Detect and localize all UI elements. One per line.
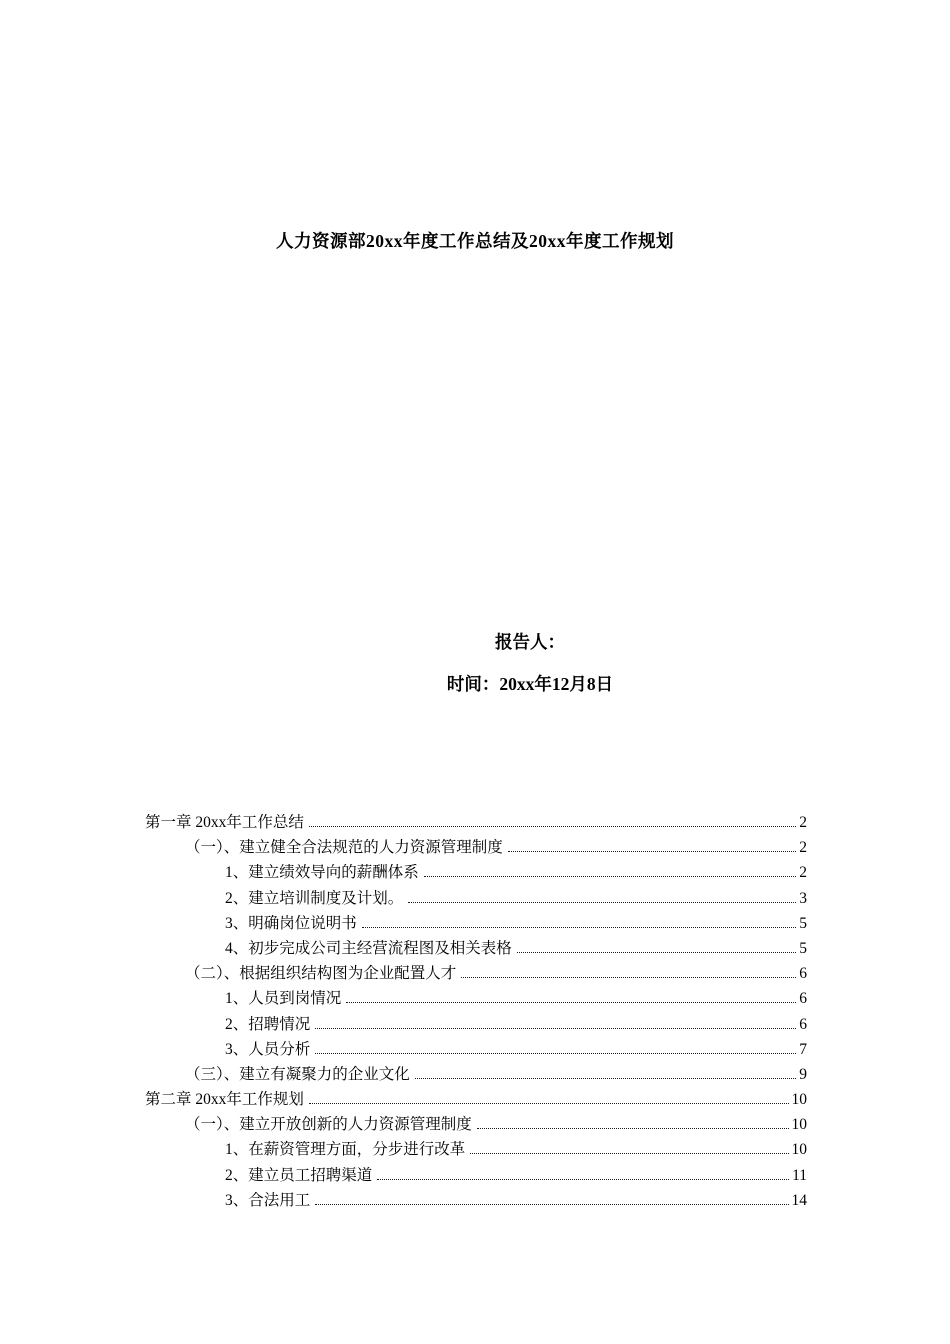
- toc-entry-label: 第二章 20xx年工作规划: [145, 1091, 304, 1109]
- toc-entry-label: （三）、建立有凝聚力的企业文化: [185, 1065, 410, 1083]
- toc-dotted-leader: [362, 926, 796, 928]
- toc-entry: [145, 860, 807, 885]
- toc-entry-label: （一）、建立开放创新的人力资源管理制度: [185, 1116, 472, 1134]
- toc-entry-label: 2、招聘情况: [225, 1015, 311, 1033]
- toc-entry-label: 4、初步完成公司主经营流程图及相关表格: [225, 939, 512, 957]
- toc-page-number: 7: [799, 1040, 807, 1058]
- byline-block: [55, 630, 950, 714]
- toc-entry-label: 1、建立绩效导向的薪酬体系: [225, 864, 419, 882]
- table-of-contents: [145, 810, 807, 1213]
- toc-dotted-leader: [470, 1152, 788, 1154]
- toc-entry: [145, 961, 807, 986]
- toc-entry: [145, 936, 807, 961]
- toc-page-number: 2: [799, 864, 807, 882]
- toc-page-number: 9: [799, 1065, 807, 1083]
- document-title: 人力资源部20xx年度工作总结及20xx年度工作规划: [276, 231, 674, 251]
- toc-dotted-leader: [415, 1077, 796, 1079]
- toc-entry: [145, 1163, 807, 1188]
- toc-dotted-leader: [508, 850, 796, 852]
- toc-entry: [145, 1137, 807, 1162]
- toc-entry: [145, 1037, 807, 1062]
- toc-entry: [145, 886, 807, 911]
- toc-page-number: 3: [799, 889, 807, 907]
- toc-dotted-leader: [408, 901, 796, 903]
- toc-dotted-leader: [309, 825, 796, 827]
- toc-page-number: 2: [799, 839, 807, 857]
- toc-page-number: 2: [799, 814, 807, 831]
- toc-page-number: 6: [799, 990, 807, 1008]
- toc-entry-label: 第一章 20xx年工作总结: [145, 814, 304, 831]
- toc-entry: [145, 1188, 807, 1213]
- toc-entry-label: 3、合法用工: [225, 1191, 311, 1209]
- toc-entry-label: 3、明确岗位说明书: [225, 914, 357, 932]
- toc-page-number: 14: [791, 1191, 807, 1209]
- toc-entry-label: 2、建立培训制度及计划。: [225, 889, 404, 907]
- toc-entry: [145, 810, 807, 835]
- toc-entry-label: 2、建立员工招聘渠道: [225, 1166, 373, 1184]
- reporter-line: 报告人：: [495, 632, 565, 652]
- toc-dotted-leader: [477, 1127, 789, 1129]
- toc-entry: [145, 1062, 807, 1087]
- toc-entry: [145, 1087, 807, 1112]
- toc-entry: [145, 911, 807, 936]
- toc-page-number: 5: [799, 914, 807, 932]
- toc-entry: [145, 1012, 807, 1037]
- toc-dotted-leader: [315, 1203, 788, 1205]
- toc-dotted-leader: [315, 1052, 796, 1054]
- toc-entry-label: 3、人员分析: [225, 1040, 311, 1058]
- toc-dotted-leader: [346, 1001, 796, 1003]
- toc-entry-label: （一）、建立健全合法规范的人力资源管理制度: [185, 839, 503, 857]
- toc-page-number: 10: [791, 1091, 807, 1109]
- date-line: 时间：20xx年12月8日: [446, 674, 614, 694]
- toc-page-number: 10: [791, 1116, 807, 1134]
- toc-dotted-leader: [424, 875, 796, 877]
- toc-entry-label: （二）、根据组织结构图为企业配置人才: [185, 965, 457, 983]
- toc-dotted-leader: [461, 976, 796, 978]
- toc-entry: [145, 1112, 807, 1137]
- toc-entry: [145, 986, 807, 1011]
- toc-dotted-leader: [315, 1027, 796, 1029]
- toc-entry-label: 1、人员到岗情况: [225, 990, 342, 1008]
- toc-dotted-leader: [309, 1102, 789, 1104]
- toc-page-number: 11: [792, 1166, 807, 1184]
- toc-entry-label: 1、在薪资管理方面，分步进行改革: [225, 1141, 466, 1159]
- toc-page-number: 6: [799, 1015, 807, 1033]
- toc-dotted-leader: [377, 1178, 789, 1180]
- toc-dotted-leader: [517, 951, 796, 953]
- toc-page-number: 6: [799, 965, 807, 983]
- toc-page-number: 10: [791, 1141, 807, 1159]
- toc-page-number: 5: [799, 939, 807, 957]
- toc-entry: [145, 835, 807, 860]
